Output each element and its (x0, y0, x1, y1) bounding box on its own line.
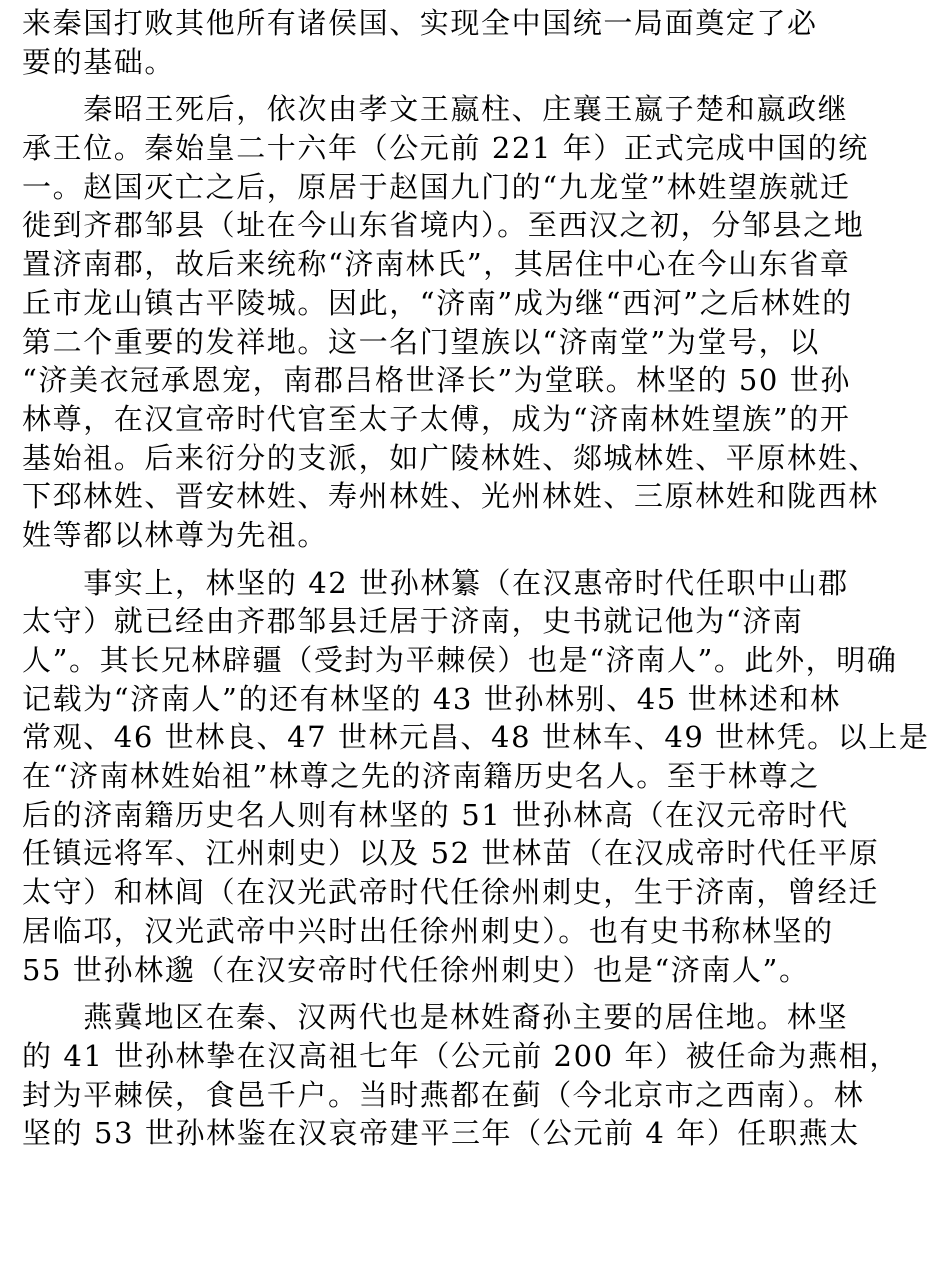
text-line: 秦昭王死后，依次由孝文王嬴柱、庄襄王嬴子楚和嬴政继 (22, 92, 849, 127)
text-line: 太守）和林闾（在汉光武帝时代任徐州刺史，生于济南，曾经迁 (22, 875, 879, 910)
text-line: 的 41 世孙林挚在汉高祖七年（公元前 200 年）被任命为燕相， (22, 1038, 900, 1073)
text-line: 居临邛，汉光武帝中兴时出任徐州刺史）。也有史书称林坚的 (22, 913, 834, 948)
text-line: 人”。其长兄林辟疆（受封为平棘侯）也是“济南人”。此外，明确 (22, 643, 898, 677)
document-page (22, 4, 929, 1153)
text-line: 基始祖。后来衍分的支派，如广陵林姓、郯城林姓、平原林姓、 (22, 440, 879, 475)
text-line: 燕冀地区在秦、汉两代也是林姓裔孙主要的居住地。林坚 (22, 1000, 849, 1035)
text-line: 第二个重要的发祥地。这一名门望族以“济南堂”为堂号，以 (22, 324, 820, 359)
text-line: 55 世孙林邈（在汉安帝时代任徐州刺史）也是“济南人”。 (22, 952, 810, 987)
text-line: 姓等都以林尊为先祖。 (22, 517, 329, 552)
text-line: 在“济南林姓始祖”林尊之先的济南籍历史名人。至于林尊之 (22, 759, 820, 794)
text-line: 事实上，林坚的 42 世孙林纂（在汉惠帝时代任职中山郡 (22, 565, 849, 600)
text-line: 来秦国打败其他所有诸侯国、实现全中国统一局面奠定了必 (22, 6, 818, 40)
text-line: 承王位。秦始皇二十六年（公元前 221 年）正式完成中国的统 (22, 131, 869, 166)
text-line: 置济南郡，故后来统称“济南林氏”，其居住中心在今山东省章 (22, 247, 851, 282)
text-line: 任镇远将军、江州刺史）以及 52 世林苗（在汉成帝时代任平原 (22, 836, 880, 871)
paragraph-4 (22, 998, 900, 1153)
text-line: 丘市龙山镇古平陵城。因此，“济南”成为继“西河”之后林姓的 (22, 285, 853, 320)
text-line: 太守）就已经由齐郡邹县迁居于济南，史书就记他为“济南 (22, 604, 804, 639)
text-line: 记载为“济南人”的还有林坚的 43 世孙林别、45 世林述和林 (22, 681, 841, 716)
text-line: “济美衣冠承恩宠，南郡吕格世泽长”为堂联。林坚的 50 世孙 (22, 363, 851, 398)
text-line: 要的基础。 (22, 44, 176, 79)
text-line: 常观、46 世林良、47 世林元昌、48 世林车、49 世林凭。以上是 (22, 720, 929, 755)
text-line: 徙到齐郡邹县（址在今山东省境内）。至西汉之初，分邹县之地 (22, 208, 865, 243)
paragraph-3 (22, 564, 929, 990)
text-line: 一。赵国灭亡之后，原居于赵国九门的“九龙堂”林姓望族就迁 (22, 169, 851, 204)
paragraph-1 (22, 4, 818, 81)
text-line: 下邳林姓、晋安林姓、寿州林姓、光州林姓、三原林姓和陇西林 (22, 479, 879, 514)
paragraph-2 (22, 90, 879, 554)
text-line: 坚的 53 世孙林鉴在汉哀帝建平三年（公元前 4 年）任职燕太 (22, 1116, 860, 1151)
text-line: 封为平棘侯，食邑千户。当时燕都在蓟（今北京市之西南）。林 (22, 1077, 865, 1112)
text-line: 后的济南籍历史名人则有林坚的 51 世孙林高（在汉元帝时代 (22, 797, 849, 832)
text-line: 林尊，在汉宣帝时代官至太子太傅，成为“济南林姓望族”的开 (22, 401, 851, 436)
